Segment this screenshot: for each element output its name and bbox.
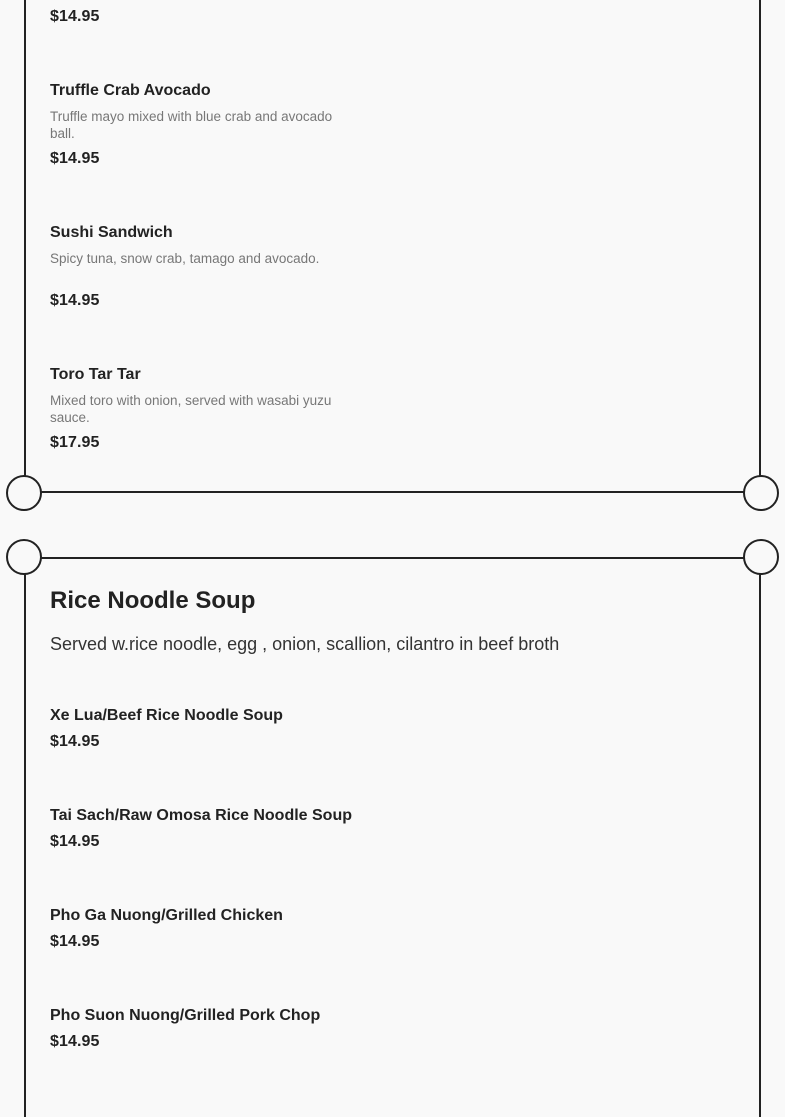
card-corner-notch <box>743 475 779 511</box>
menu-item-name: Pho Suon Nuong/Grilled Pork Chop <box>50 1007 321 1024</box>
menu-item-name: Tai Sach/Raw Omosa Rice Noodle Soup <box>50 807 352 824</box>
menu-item-price: $14.95 <box>50 1033 100 1050</box>
card-corner-notch <box>743 539 779 575</box>
section-description: Served w.rice noodle, egg , onion, scallion, cilantro in beef broth <box>50 634 560 654</box>
menu-item-price: $17.95 <box>50 434 100 451</box>
menu-item-name: Toro Tar Tar <box>50 366 141 383</box>
menu-item-description: Truffle mayo mixed with blue crab and avocado ball. <box>50 109 333 141</box>
menu-item-name: Truffle Crab Avocado <box>50 82 211 99</box>
menu-item-price: $14.95 <box>50 833 100 850</box>
menu-item-price: $14.95 <box>50 733 100 750</box>
card-corner-notch <box>6 475 42 511</box>
menu-item-description: Mixed toro with onion, served with wasabi yuzu sauce. <box>50 393 332 425</box>
menu-item-price: $14.95 <box>50 150 100 167</box>
card-corner-notch <box>6 539 42 575</box>
menu-item-name: Sushi Sandwich <box>50 224 173 241</box>
menu-item-name: Xe Lua/Beef Rice Noodle Soup <box>50 707 283 724</box>
menu-item-price: $14.95 <box>50 8 100 25</box>
menu-item-name: Pho Ga Nuong/Grilled Chicken <box>50 907 283 924</box>
menu-item-price: $14.95 <box>50 933 100 950</box>
menu-item-price: $14.95 <box>50 292 100 309</box>
menu-item-description: Spicy tuna, snow crab, tamago and avocado. <box>50 251 320 266</box>
section-title: Rice Noodle Soup <box>50 587 256 614</box>
